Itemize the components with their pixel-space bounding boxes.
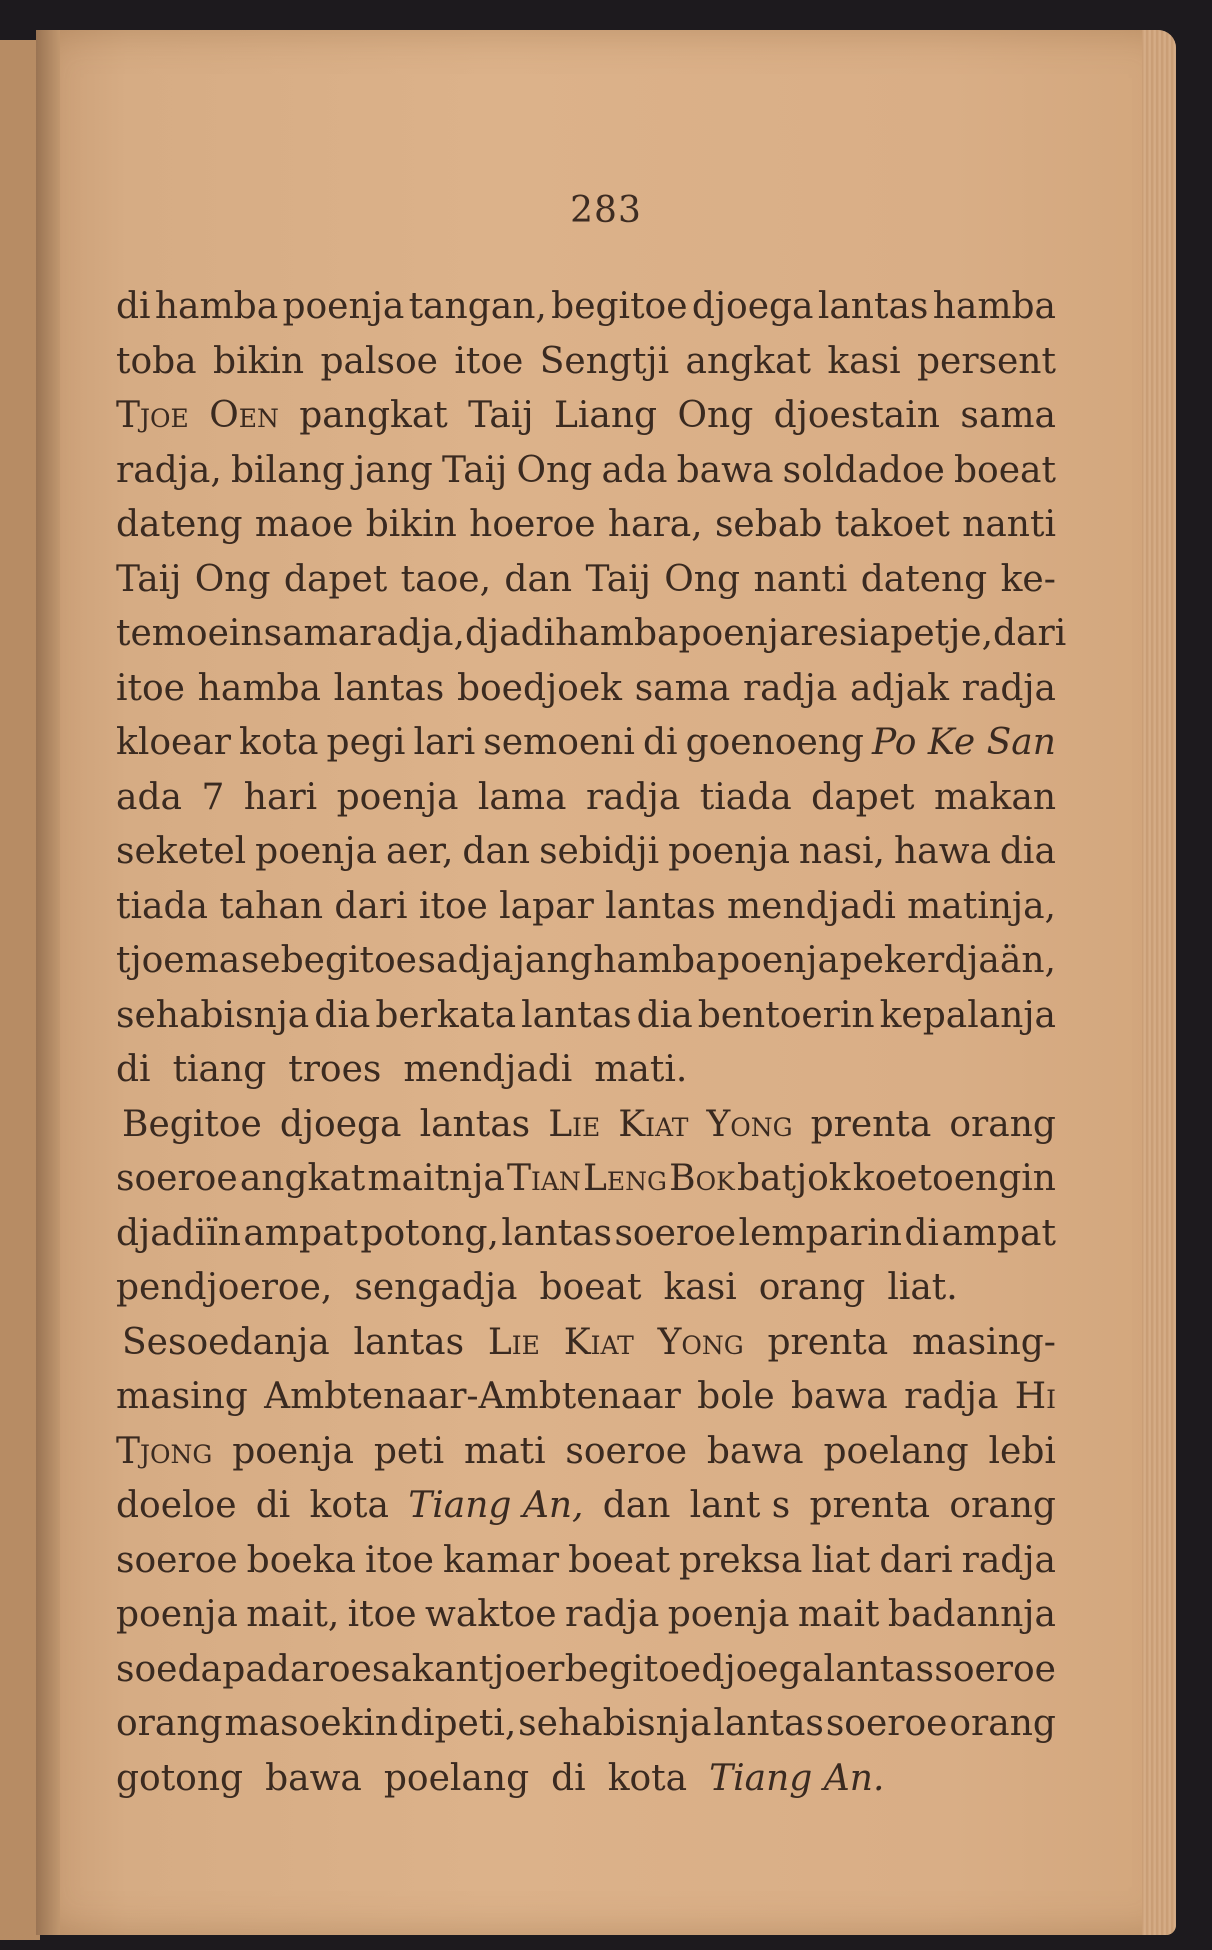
word: tiada [699,776,792,818]
word: hoeroe [469,504,596,545]
word: masing- [911,1321,1056,1363]
word: Yong [657,1321,744,1363]
word: Liang [553,395,658,436]
word: boeat [539,1267,642,1308]
word: Sengtji [539,340,670,382]
text-line [116,825,1056,880]
page-fore-edge [1142,30,1176,1935]
word: lari [413,722,476,763]
word: tiang [172,1049,267,1090]
word: Tian [506,1158,581,1199]
word: radja [585,776,681,818]
word: dapet [283,558,388,600]
text-line [116,553,1056,608]
word: itoe [364,1539,434,1581]
word: orang [949,1485,1056,1526]
word: koetoengin [852,1158,1056,1199]
word: djoega [701,1648,824,1690]
word: soeroe [116,1539,238,1581]
word: roesak [311,1648,434,1690]
word: kota [239,722,319,763]
word: angkat [239,1158,366,1199]
text-line [116,444,1056,499]
word: poenja [678,613,801,654]
word: begitoe [551,286,688,327]
word: djoega [279,1103,402,1145]
word: di [255,1485,291,1526]
word: semoeni [483,722,635,763]
word: soeroe [565,1430,688,1472]
text-line [116,934,1056,989]
word: hamba [197,667,321,709]
word: hamba [932,286,1056,327]
word: radja [961,1539,1056,1581]
word: dapet [811,776,915,818]
text-line [116,1697,1056,1752]
word: sama [634,667,731,709]
word: makan [933,776,1056,818]
text-line [116,280,1056,335]
text-line [116,498,1056,553]
word: bole [697,1376,775,1417]
word: kloear [116,722,231,763]
text-line [116,1588,1056,1643]
text-line [116,1752,1056,1807]
word: masing [116,1376,248,1417]
word: pegi [326,722,406,763]
word: toba [116,340,197,382]
word: peti [373,1430,445,1472]
text-line [116,771,1056,826]
word: kota [607,1757,688,1799]
book-page [36,30,1176,1935]
word: prenta [767,1321,889,1363]
word: radja [564,1594,660,1635]
word: Tjong [116,1430,213,1472]
word: radja, [359,613,465,654]
word: bawa [790,1376,888,1417]
word: Taij [441,449,508,491]
word: hamba [154,286,279,327]
word: sengadja [354,1267,518,1308]
word: dia [999,831,1056,872]
word: Sesoedanja [122,1321,330,1363]
word: liat [811,1539,871,1581]
word: sama [263,613,360,654]
word: djadiïn [116,1212,241,1254]
word: radja [904,1376,999,1417]
word: Taij [116,558,182,600]
word: kasi [663,1267,737,1308]
word: poenja [668,831,790,872]
word: Kiat [618,1103,689,1145]
text-line [116,880,1056,935]
word: boedjoek [456,667,622,709]
word: bilang [230,449,345,491]
word: radja [742,667,838,709]
word: doeloe [116,1485,237,1526]
word: lama [477,776,567,818]
word: dari [993,613,1067,654]
word: djoestain [773,395,940,436]
word: di [904,1212,939,1254]
text-line [116,1043,1056,1098]
previous-page-edge [0,40,40,1940]
word: poelang [383,1757,530,1799]
word: soeroe [825,1703,948,1744]
word: poenja [717,940,839,981]
word: dan [602,1485,671,1526]
word: hara, [607,504,703,545]
word: gotong [116,1757,244,1799]
word: dari [879,1539,953,1581]
word: waktoe [425,1594,557,1635]
word: bawa [676,449,774,491]
text-line [116,1098,1056,1153]
word: lantas [521,994,632,1036]
word: orang [758,1267,866,1308]
word: mendjadi [726,885,896,927]
word: poenja [116,1594,238,1635]
word: itoe [116,667,185,709]
word: dateng [116,504,243,545]
word: prenta [810,1103,932,1145]
word: itoe [347,1594,417,1635]
word: Bok [669,1158,735,1199]
word: tangan, [408,286,547,327]
word: berkata [375,994,517,1036]
word: pada [222,1648,312,1690]
word: nanti [753,558,848,600]
word: poelang [823,1430,969,1472]
text-line [116,716,1056,771]
word: Hi [1014,1376,1056,1417]
word: preksa [679,1539,803,1581]
word: persent [916,340,1056,382]
word: djoega [691,286,814,327]
word: jang [513,940,593,981]
word: Tiang An. [709,1757,885,1799]
word: soeda [116,1648,222,1690]
word: Ong [194,558,271,600]
word: ada [601,449,668,491]
word: pendjoeroe, [116,1267,333,1308]
word: dipeti, [399,1703,517,1744]
word: aer, [385,831,454,872]
word: sama [960,395,1056,436]
word: petje, [890,613,994,654]
word: poenja [282,286,405,327]
word: angkat [685,340,811,382]
word: lapar [499,885,594,927]
word: Lie [487,1321,540,1363]
word: bawa [265,1757,362,1799]
text-line [116,1370,1056,1425]
text-line [116,1534,1056,1589]
word: Po Ke San [872,722,1056,763]
word: palsoe [320,340,438,382]
word: dan [462,831,531,872]
word: radja [961,667,1056,709]
word: boeka [246,1539,356,1581]
word: Taij [585,558,651,600]
word: troes [288,1049,382,1090]
word: soeroe [934,1648,1056,1690]
word: di [551,1757,586,1799]
word: adjak [849,667,949,709]
word: kota [309,1485,389,1526]
word: kasi [827,340,901,382]
word: badannja [887,1594,1056,1635]
word: nasi, [798,831,886,872]
word: mendjadi [403,1049,573,1090]
word: soldadoe [782,449,945,491]
word: lantas [353,1321,465,1363]
word: maitnja [367,1158,505,1199]
word: dia [636,994,693,1036]
word: mati. [594,1049,688,1090]
word: sehabisnja [518,1703,712,1744]
word: lantas [605,885,716,927]
word: orang [116,1703,223,1744]
word: prenta [809,1485,931,1526]
word: goenoeng [685,722,864,763]
word: masoekin [224,1703,399,1744]
word: boeat [954,449,1056,491]
word: 7 [201,776,225,818]
word: kamar [442,1539,560,1581]
word: Yong [706,1103,793,1145]
text-line [116,1261,1056,1316]
text-line [116,989,1056,1044]
word: lemparin [738,1212,902,1254]
word: di [116,286,151,327]
word: taoe, [400,558,492,600]
page-gutter [36,30,60,1935]
word: Ong [516,449,593,491]
word: poenja [255,831,377,872]
word: lant s [689,1485,791,1526]
word: bikin [213,340,305,382]
word: mait, [246,1594,340,1635]
word: mait [797,1594,880,1635]
word: Begitoe [122,1103,262,1145]
word: boeat [568,1539,671,1581]
word: bawa [706,1430,804,1472]
text-line [116,1207,1056,1262]
word: Taij [468,395,534,436]
word: soeroe [614,1212,737,1254]
word: ampat [243,1212,358,1254]
word: poenja [336,776,459,818]
word: ada [116,776,182,818]
word: pekerdjaän, [839,940,1056,981]
body-text [116,280,1067,1806]
word: ampat [941,1212,1056,1254]
page-number: 283 [570,190,642,231]
text-line [116,607,1067,662]
word: antjoer [433,1648,565,1690]
word: matinja, [907,885,1056,927]
text-line [116,1152,1056,1207]
text-line [116,335,1056,390]
word: hari [243,776,318,818]
text-line [116,662,1056,717]
word: Leng [582,1158,667,1199]
word: tjoema [116,940,241,981]
word: lantas [713,1703,824,1744]
word: di [642,722,678,763]
word: lantas [817,286,929,327]
word: sebidji [539,831,660,872]
word: kepalanja [879,994,1056,1036]
word: Ambtenaar-Ambtenaar [264,1376,681,1417]
word: nanti [962,504,1056,545]
word: lantas [333,667,445,709]
word: radja, [116,449,222,491]
word: hamba [593,940,717,981]
word: dateng [860,558,988,600]
text-line [116,1643,1056,1698]
word: itoe [418,885,488,927]
word: sadja [417,940,514,981]
text-line [116,1425,1056,1480]
word: liat. [887,1267,958,1308]
word: orang [949,1103,1056,1145]
word: sebegitoe [240,940,417,981]
word: poenja [232,1430,355,1472]
word: lantas [419,1103,531,1145]
word: dari [334,885,408,927]
word: Tiang An, [408,1485,584,1526]
word: orang [949,1703,1056,1744]
word: bikin [365,504,457,545]
word: lebi [988,1430,1056,1472]
word: poenja [667,1594,790,1635]
word: jang [353,449,433,491]
word: resia [800,613,891,654]
word: begitoe [564,1648,702,1690]
word: sebab [714,504,823,545]
word: sehabisnja [116,994,310,1036]
word: Oen [209,395,279,436]
word: batjok [736,1158,851,1199]
word: lantas [823,1648,935,1690]
word: Kiat [563,1321,634,1363]
text-line [116,1316,1056,1371]
word: potong, [360,1212,499,1254]
word: tahan [219,885,324,927]
word: Ong [664,558,741,600]
word: hamba [555,613,679,654]
word: Ong [677,395,754,436]
word: soeroe [116,1158,238,1199]
word: djadi [464,613,556,654]
word: temoein [116,613,264,654]
word: dia [314,994,371,1036]
word: Tjoe [116,395,189,436]
word: ke- [1000,558,1056,600]
text-line [116,389,1056,444]
word: seketel [116,831,247,872]
text-line [116,1479,1056,1534]
word: takoet [834,504,950,545]
word: dan [504,558,573,600]
word: itoe [454,340,524,382]
word: pangkat [299,395,448,436]
word: tiada [116,885,208,927]
word: maoe [254,504,354,545]
word: lantas [501,1212,612,1254]
word: mati [464,1430,546,1472]
word: di [116,1049,151,1090]
word: bentoerin [697,994,875,1036]
word: hawa [893,831,991,872]
word: Lie [548,1103,601,1145]
